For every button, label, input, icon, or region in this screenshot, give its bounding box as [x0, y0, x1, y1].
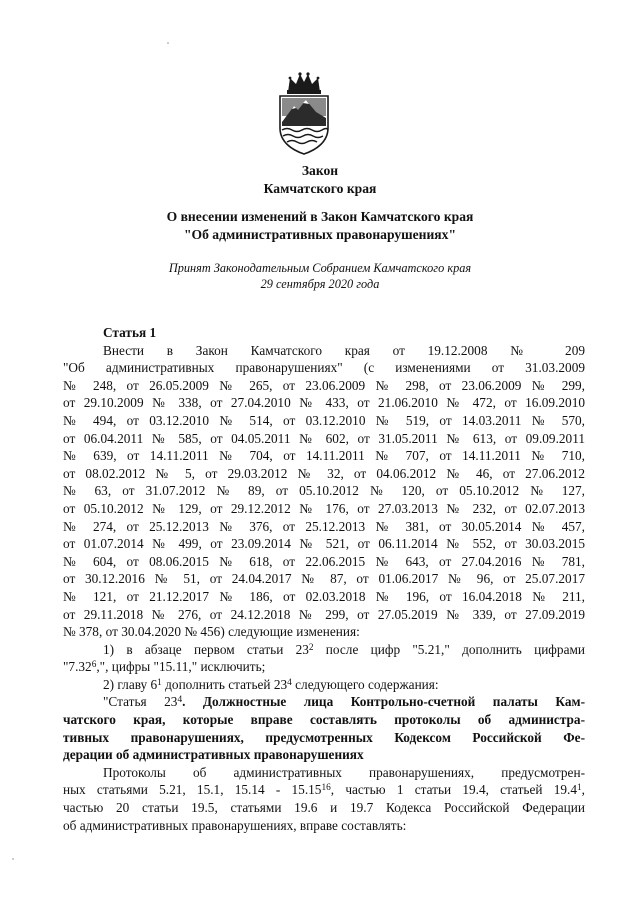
law-subject-line-1: О внесении изменений в Закон Камчатского края [166, 209, 474, 224]
article-line: № 494, от 03.12.2010 № 514, от 03.12.2010 № 519, от 14.03.2011 № 570, [63, 412, 585, 428]
article-line: Внести в Закон Камчатского края от 19.12.2008 № 209 [103, 342, 585, 358]
adoption-note [60, 260, 580, 292]
protocols-line-4: об административных правонарушениях, вправе составлять: [63, 817, 407, 833]
article-line: от 30.12.2016 № 51, от 24.04.2017 № 87, от 01.06.2017 № 96, от 25.07.2017 [63, 571, 585, 587]
adoption-note-line-1: Принят Законодательным Собранием Камчатского края [168, 261, 472, 275]
article-body [63, 324, 585, 834]
scan-speck [167, 42, 169, 44]
article-line: № 274, от 25.12.2013 № 376, от 25.12.2013 № 381, от 30.05.2014 № 457, [63, 518, 585, 534]
article-line: № 63, от 31.07.2012 № 89, от 05.10.2012 № 120, от 05.10.2012 № 127, [63, 483, 585, 499]
adoption-date: 29 сентября 2020 года [260, 277, 380, 291]
article-line: от 01.07.2014 № 499, от 23.09.2014 № 521, от 06.11.2014 № 552, от 30.03.2015 [63, 536, 585, 552]
article-line: от 05.10.2012 № 129, от 29.12.2012 № 176, от 27.03.2013 № 232, от 02.07.2013 [63, 500, 585, 516]
article-line: от 29.10.2009 № 338, от 27.04.2010 № 433, от 21.06.2010 № 472, от 16.09.2010 [63, 395, 585, 411]
article-line: № 248, от 26.05.2009 № 265, от 23.06.2009 № 298, от 23.06.2009 № 299, [63, 377, 585, 393]
article-line: "Об административных правонарушениях" (с изменениями от 31.03.2009 [63, 360, 585, 376]
article-line: от 29.11.2018 № 276, от 24.12.2018 № 299, от 27.05.2019 № 339, от 27.09.2019 [63, 606, 585, 622]
scan-speck [12, 858, 14, 860]
protocols-line-2: ных статьями 5.21, 15.1, 15.14 - 15.15$^{16}$, частью 1 статьи 19.4, статьей 19.4$^1$, [63, 782, 585, 798]
article-line: № 121, от 21.12.2017 № 186, от 02.03.2018 № 196, от 16.04.2018 № 211, [63, 588, 585, 604]
item-1-line-2: "7.32$^6$,", цифры "15.11," исключить; [63, 659, 266, 675]
article-line: от 08.02.2012 № 5, от 29.03.2012 № 32, от 04.06.2012 № 46, от 27.06.2012 [63, 465, 585, 481]
article-heading: Статья 1 [103, 325, 157, 340]
law-subject-line-2: "Об административных правонарушениях" [183, 227, 457, 242]
law-title-line-2: Камчатского края [263, 181, 377, 196]
protocols-line-3: частью 20 статьи 19.5, статьями 19.6 и 19.7 Кодекса Российской Федерации [63, 800, 585, 816]
new-article-heading-line-4: дерации об административных правонарушениях [63, 747, 364, 763]
new-article-heading-line-2: чатского края, которые вправе составлять протоколы об администра- [63, 712, 585, 728]
article-line: от 06.04.2011 № 585, от 04.05.2011 № 602, от 31.05.2011 № 613, от 09.09.2011 [63, 430, 585, 446]
item-1-line-1: 1) в абзаце первом статьи $23^2$ после цифр "5.21," дополнить цифрами [103, 641, 586, 657]
new-article-heading-line-3: тивных правонарушениях, предусмотренных Кодексом Российской Фе- [63, 729, 585, 745]
law-title-line-1: Закон [301, 163, 339, 178]
kamchatka-coat-of-arms-icon [276, 70, 332, 156]
article-line: № 378, от 30.04.2020 № 456) следующие изменения: [63, 624, 360, 640]
article-line: № 639, от 14.11.2011 № 704, от 14.11.2011 № 707, от 14.11.2011 № 710, [63, 448, 585, 464]
protocols-line-1: Протоколы об административных правонарушениях, предусмотрен- [103, 764, 585, 780]
article-line: № 604, от 08.06.2015 № 618, от 22.06.2015 № 643, от 27.04.2016 № 781, [63, 553, 585, 569]
law-title [60, 162, 580, 198]
law-subject [60, 208, 580, 244]
new-article-heading-line-1: "Статья $23^4$. Должностные лица Контрольно-счетной палаты Кам- [103, 694, 585, 710]
item-2: 2) главу $6^1$ дополнить статьей $23^4$ следующего содержания: [103, 676, 439, 692]
